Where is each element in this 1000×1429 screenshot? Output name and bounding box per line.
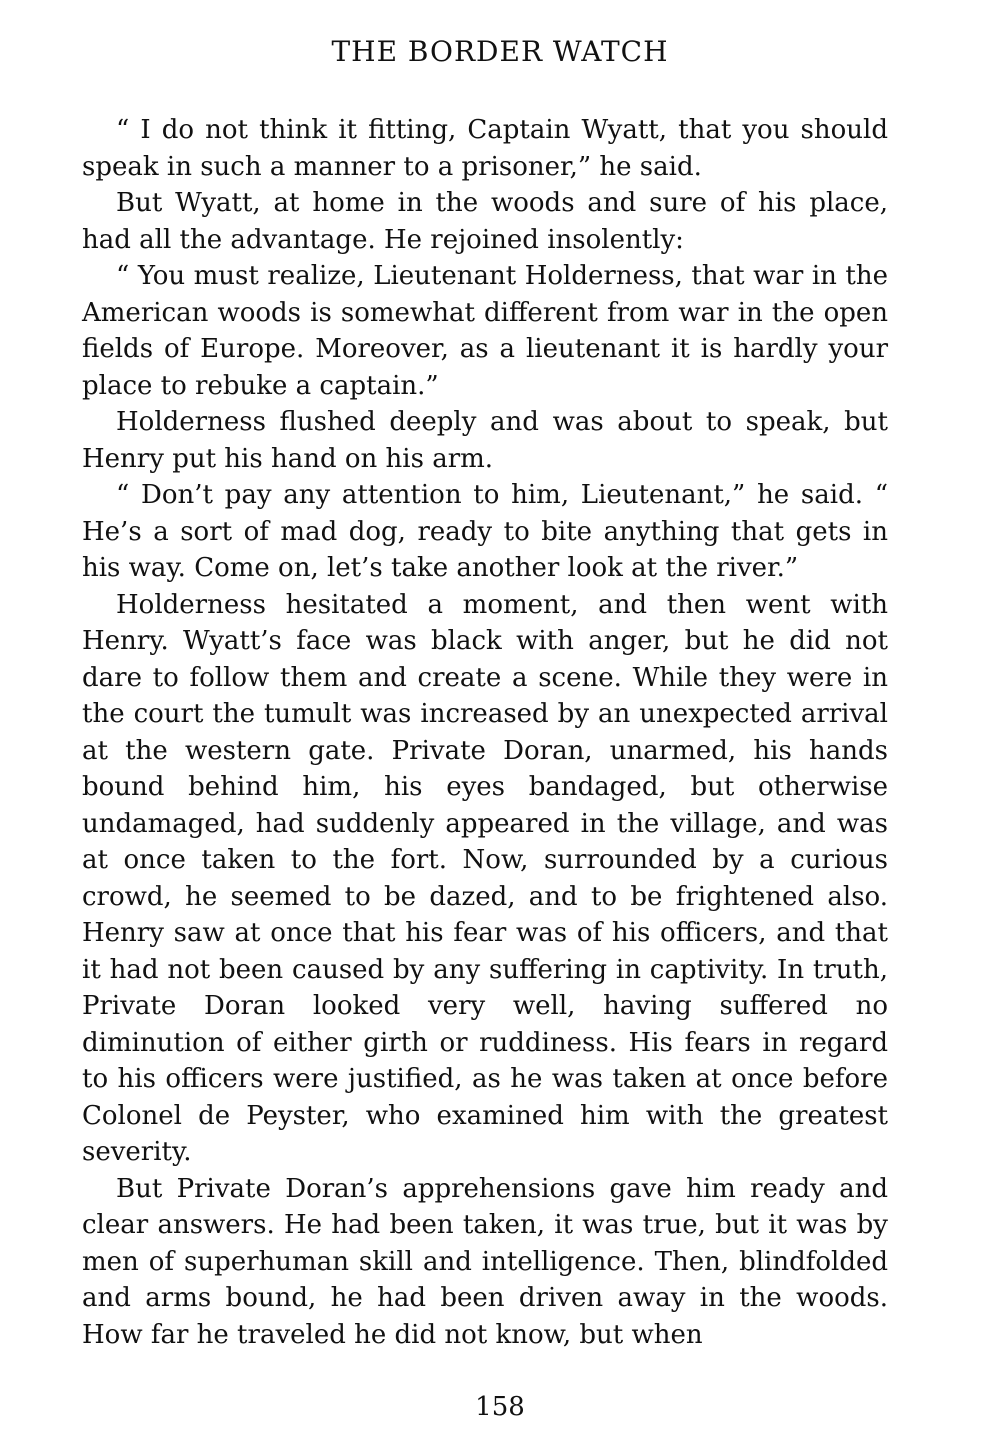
paragraph: Holderness hesitated a moment, and then went with Henry. Wyatt’s face was black with anger, but he did not dare to follow them and create a scene. While they were in the court the tumult was increased by an unexpected arrival at the western gate. Private Doran, unarmed, his hands bound behind him, his eyes bandaged, but otherwise undamaged, had suddenly appeared in the village, and was at once taken to the fort. Now, surrounded by a curious crowd, he seemed to be dazed, and to be frightened also. Henry saw at once that his fear was of his officers, and that it had not been caused by any suffering in captivity. In truth, Private Doran looked very well, having suffered no diminution of either girth or ruddiness. His fears in regard to his officers were justified, as he was taken at once before Colonel de Peyster, who examined him with the greatest severity.	[82, 589, 888, 1167]
running-head: THE BORDER WATCH	[331, 35, 669, 68]
paragraph: Holderness flushed deeply and was about to speak, but Henry put his hand on his arm.	[82, 407, 888, 474]
page-number: 158	[475, 1392, 525, 1422]
body-text	[82, 112, 888, 1353]
paragraph: “ Don’t pay any attention to him, Lieutenant,” he said. “ He’s a sort of mad dog, ready to bite anything that gets in his way. Come on, let’s take another look at the river.”	[82, 480, 888, 583]
paragraph: But Private Doran’s apprehensions gave him ready and clear answers. He had been taken, it was true, but it was by men of superhuman skill and intelligence. Then, blindfolded and arms bound, he had been driven away in the woods. How far he traveled he did not know, but when	[82, 1173, 888, 1350]
paragraph: “ I do not think it fitting, Captain Wyatt, that you should speak in such a manner to a prisoner,” he said.	[82, 115, 888, 182]
paragraph: “ You must realize, Lieutenant Holderness, that war in the American woods is somewhat different from war in the open fields of Europe. Moreover, as a lieutenant it is hardly your place to rebuke a captain.”	[82, 261, 888, 401]
paragraph: But Wyatt, at home in the woods and sure of his place, had all the advantage. He rejoined insolently:	[82, 188, 888, 255]
